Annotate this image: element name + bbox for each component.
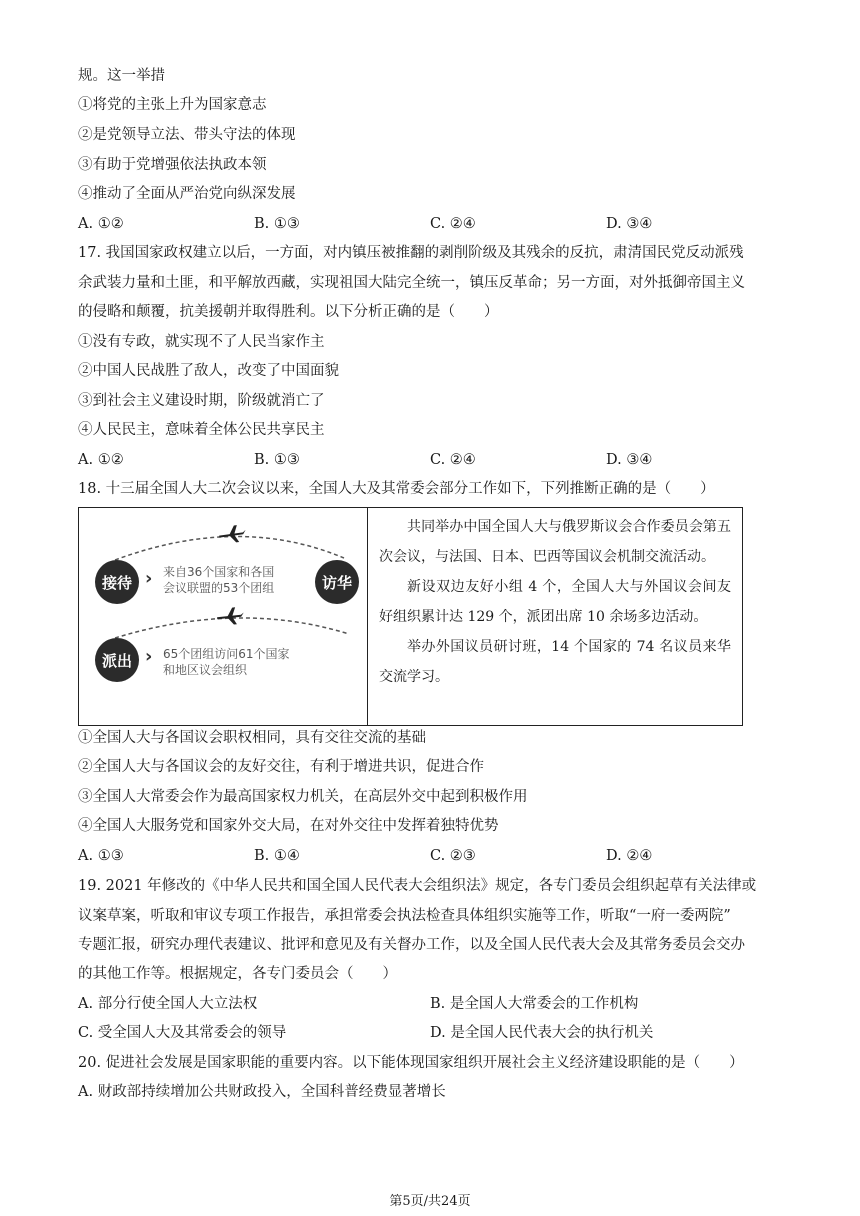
q16-option-d: D. ③④: [606, 216, 653, 232]
q19-option-a: A. 部分行使全国人大立法权: [78, 996, 258, 1012]
q16-item-4: ④推动了全面从严治党向纵深发展: [78, 186, 296, 202]
q19-option-d: D. 是全国人民代表大会的执行机关: [430, 1025, 654, 1041]
q18-item-1: ①全国人大与各国议会职权相同，具有交往交流的基础: [78, 730, 426, 746]
q19-stem-2: 议案草案，听取和审议专项工作报告，承担常委会执法检查具体组织实施等工作，听取“一府一委两院”: [78, 908, 731, 924]
reception-text-2: 会议联盟的53个团组: [163, 581, 275, 595]
q16-tail-line: 规。这一举措: [78, 68, 165, 84]
q17-stem-2: 余武装力量和土匪，和平解放西藏，实现祖国大陆完全统一，镇压反革命；另一方面，对外抵御帝国主义: [78, 275, 745, 291]
chevron-right-icon: ›: [145, 646, 153, 667]
q17-option-c: C. ②④: [430, 452, 476, 468]
chevron-right-icon: ›: [145, 568, 153, 589]
q17-option-a: A. ①②: [78, 452, 124, 468]
q18-option-b: B. ①④: [254, 848, 300, 864]
q18-item-4: ④全国人大服务党和国家外交大局，在对外交往中发挥着独特优势: [78, 818, 499, 834]
q18-paragraph-2: 新设双边友好小组 4 个，全国人大与外国议会间友好组织累计达 129 个，派团出席 10 余场多边活动。: [379, 579, 731, 625]
q17-option-b: B. ①③: [254, 452, 300, 468]
reception-circle: 接待: [95, 560, 139, 604]
plane-icon: [216, 606, 245, 626]
dispatch-text-2: 和地区议会组织: [163, 663, 248, 677]
q16-option-a: A. ①②: [78, 216, 124, 232]
q18-option-c: C. ②③: [430, 848, 476, 864]
plane-icon: [218, 524, 247, 545]
dispatch-circle: 派出: [95, 638, 139, 682]
q17-item-3: ③到社会主义建设时期，阶级就消亡了: [78, 393, 325, 409]
reception-text-1: 来自36个国家和各国: [163, 565, 275, 579]
q18-item-3: ③全国人大常委会作为最高国家权力机关，在高层外交中起到积极作用: [78, 789, 528, 805]
q16-option-c: C. ②④: [430, 216, 476, 232]
page-number: 第5页/共24页: [389, 1194, 471, 1209]
q17-item-1: ①没有专政，就实现不了人民当家作主: [78, 334, 325, 350]
q19-stem-4: 的其他工作等。根据规定，各专门委员会（ ）: [78, 966, 397, 982]
q17-option-d: D. ③④: [606, 452, 653, 468]
q19-stem-1: 19. 2021 年修改的《中华人民共和国全国人民代表大会组织法》规定，各专门委员会组织起草有关法律或: [78, 878, 757, 894]
q18-material-text: [379, 512, 731, 692]
q19-option-b: B. 是全国人大常委会的工作机构: [430, 996, 639, 1012]
q18-material-table: [78, 507, 743, 726]
q20-stem: 20. 促进社会发展是国家职能的重要内容。以下能体现国家组织开展社会主义经济建设职能的是（ ）: [78, 1055, 744, 1071]
q16-option-b: B. ①③: [254, 216, 300, 232]
q16-item-2: ②是党领导立法、带头守法的体现: [78, 127, 296, 143]
q20-option-a: A. 财政部持续增加公共财政投入，全国科普经费显著增长: [78, 1084, 446, 1100]
q17-item-2: ②中国人民战胜了敌人，改变了中国面貌: [78, 363, 339, 379]
q19-stem-3: 专题汇报，研究办理代表建议、批评和意见及有关督办工作，以及全国人民代表大会及其常务委员会交办: [78, 937, 745, 953]
q17-stem-1: 17. 我国国家政权建立以后，一方面，对内镇压被推翻的剥削阶级及其残余的反抗，肃清国民党反动派残: [78, 245, 744, 261]
table-divider: [367, 508, 368, 725]
q18-stem: 18. 十三届全国人大二次会议以来，全国人大及其常委会部分工作如下，下列推断正确的是（ ）: [78, 481, 715, 497]
q18-item-2: ②全国人大与各国议会的友好交往，有利于增进共识，促进合作: [78, 759, 484, 775]
q18-paragraph-1: 共同举办中国全国人大与俄罗斯议会合作委员会第五次会议，与法国、日本、巴西等国议会机制交流活动。: [379, 519, 731, 565]
q18-option-a: A. ①③: [78, 848, 124, 864]
q17-item-4: ④人民民主，意味着全体公民共享民主: [78, 422, 325, 438]
q18-paragraph-3: 举办外国议员研讨班，14 个国家的 74 名议员来华交流学习。: [379, 639, 731, 685]
dashed-arcs: [79, 508, 367, 725]
q16-item-3: ③有助于党增强依法执政本领: [78, 157, 267, 173]
visit-circle: 访华: [315, 560, 359, 604]
q17-stem-3: 的侵略和颠覆，抗美援朝并取得胜利。以下分析正确的是（ ）: [78, 304, 499, 320]
q18-infographic: [79, 508, 367, 725]
dispatch-text-1: 65个团组访问61个国家: [163, 647, 290, 661]
q19-option-c: C. 受全国人大及其常委会的领导: [78, 1025, 287, 1041]
q18-option-d: D. ②④: [606, 848, 653, 864]
q16-item-1: ①将党的主张上升为国家意志: [78, 97, 267, 113]
